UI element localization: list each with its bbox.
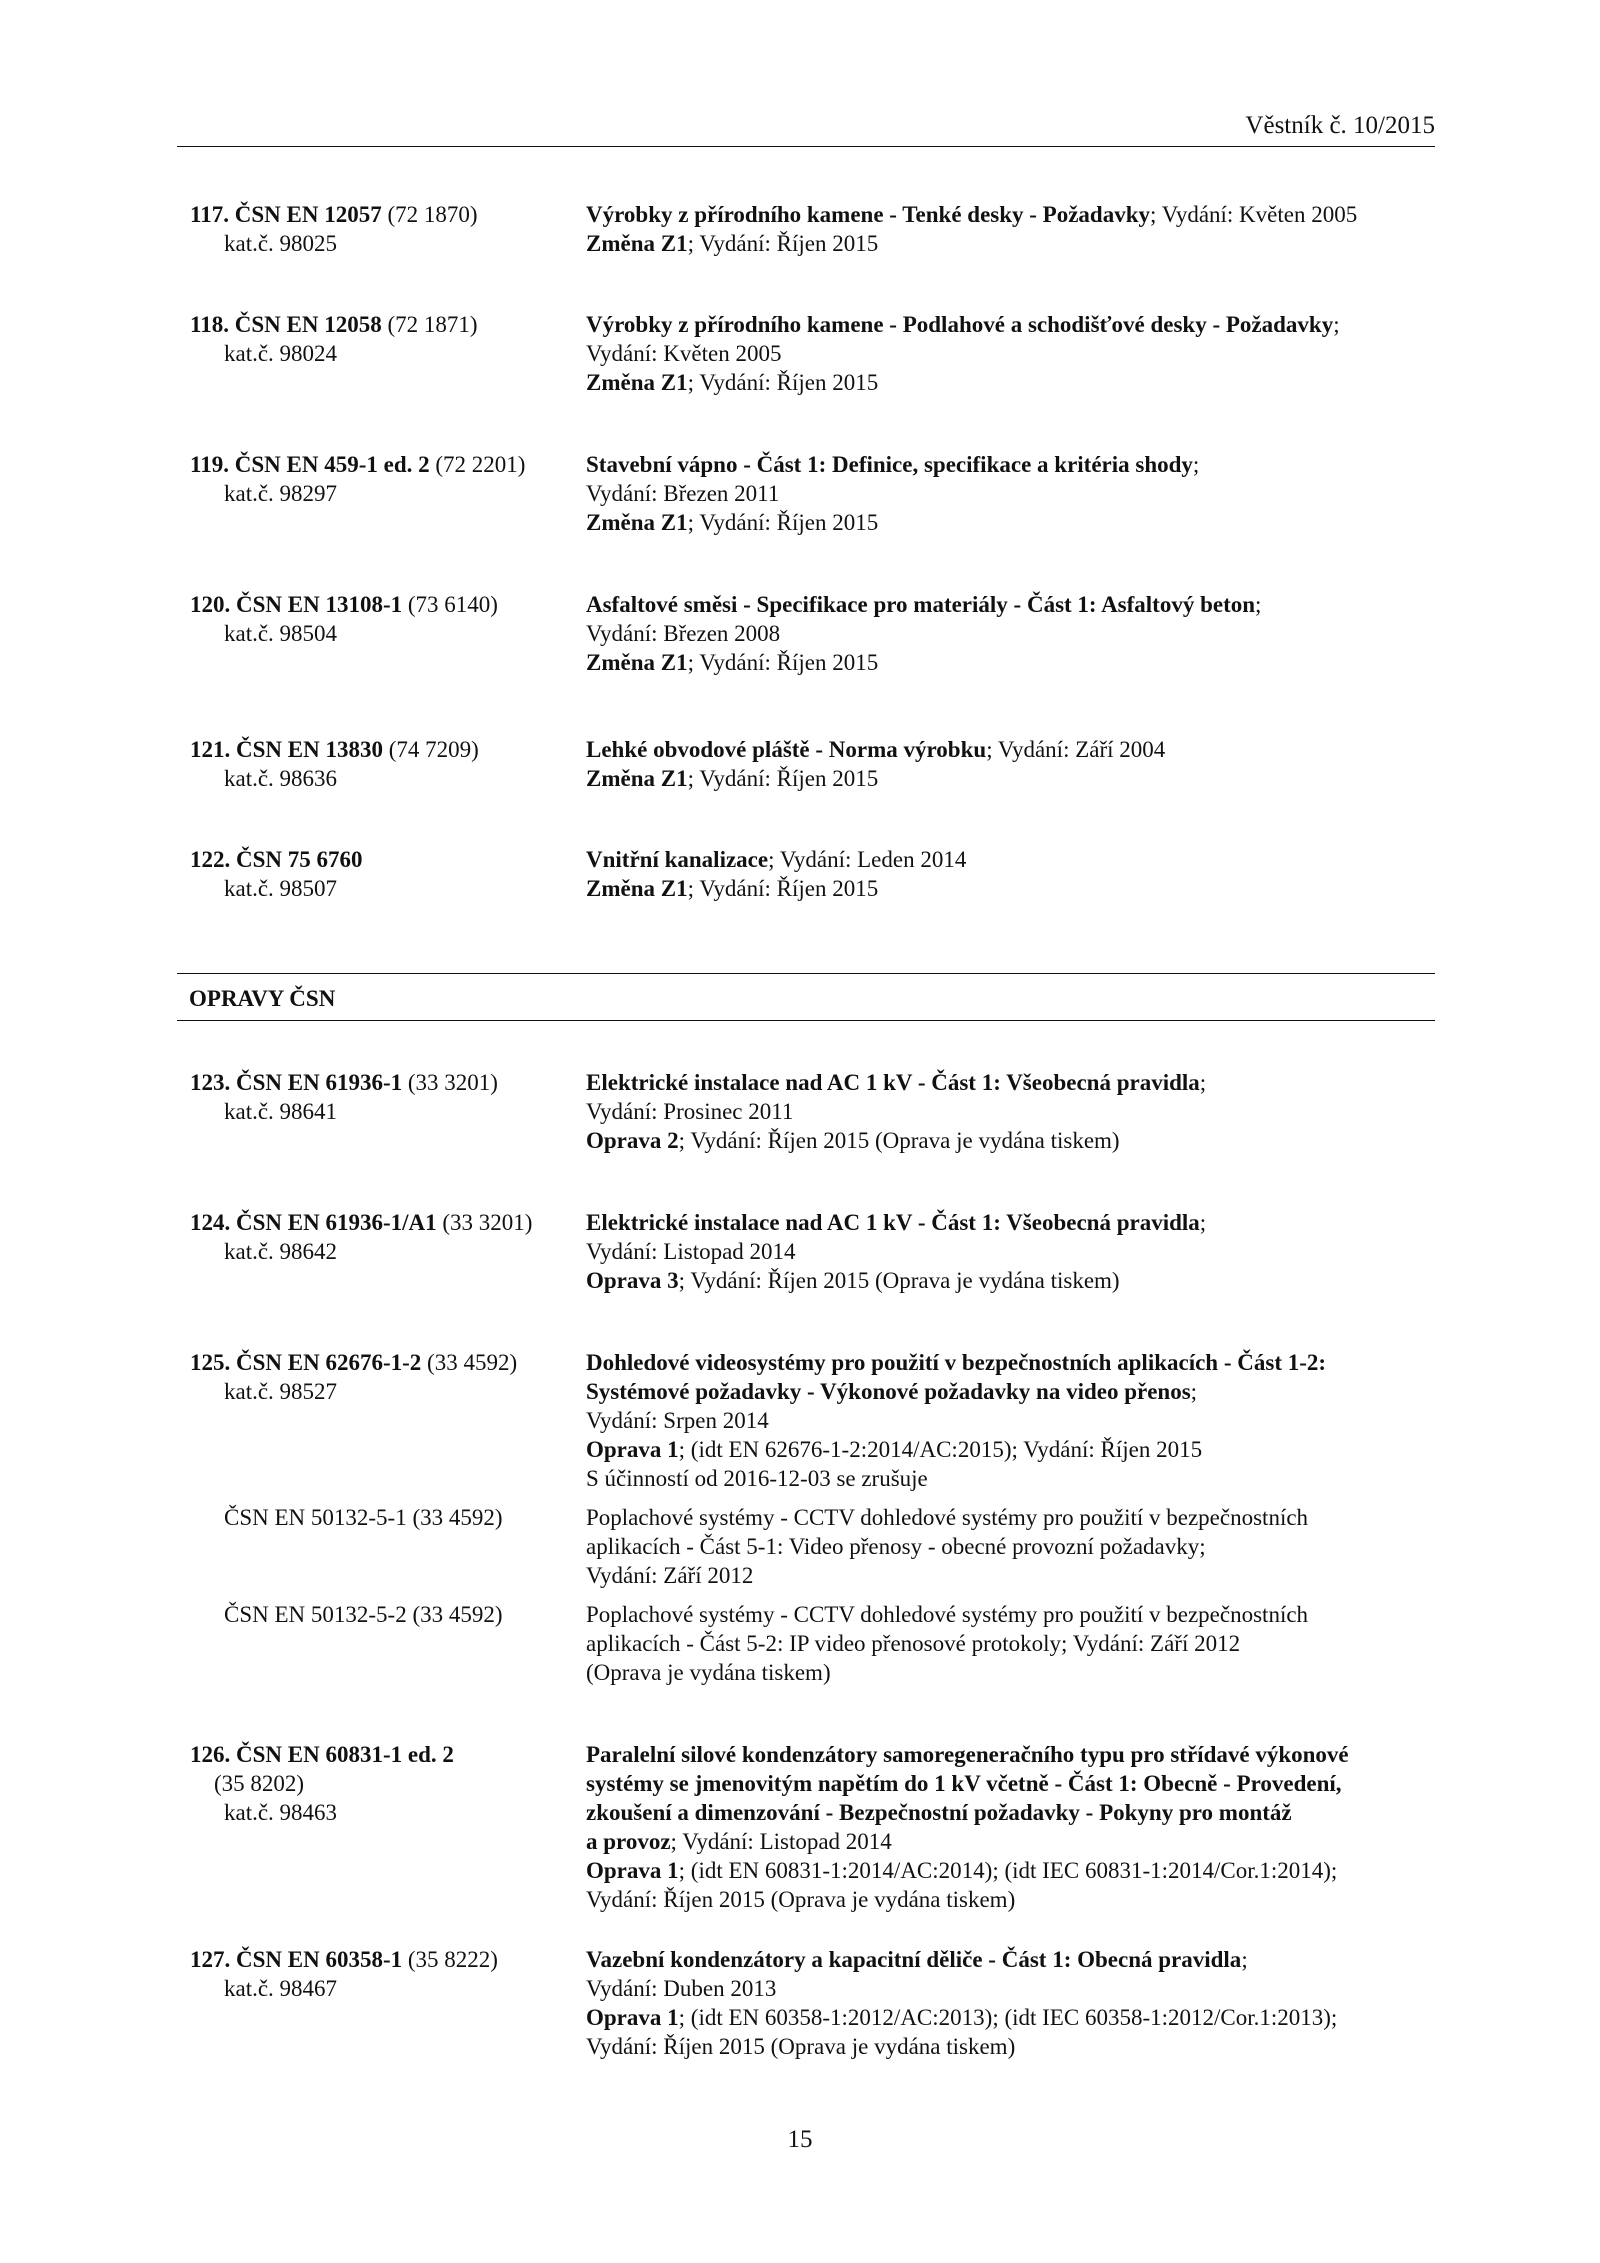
standard-code: ČSN EN 60831-1 ed. 2 [236, 1742, 454, 1767]
standard-code: ČSN EN 12058 [234, 312, 382, 337]
description-line [586, 508, 1446, 537]
standard-description [586, 735, 1446, 793]
description-bold: a provoz [586, 1829, 671, 1854]
description-text: ; Vydání: Říjen 2015 [687, 510, 879, 535]
description-line [586, 450, 1446, 479]
description-bold: Lehké obvodové pláště - Norma výrobku [586, 737, 987, 762]
description-text: Vydání: Duben 2013 [586, 1976, 777, 2001]
catalog-line [190, 874, 570, 903]
description-text: Vydání: Březen 2011 [586, 481, 780, 506]
description-line [586, 1237, 1446, 1266]
description-line [586, 2032, 1446, 2061]
description-text: ; [1190, 1379, 1198, 1404]
description-text: Vydání: Říjen 2015 (Oprava je vydána tiskem) [586, 2034, 1016, 2059]
catalog-number: kat.č. 98467 [224, 1976, 338, 2001]
class-number: (33 3201) [407, 1070, 498, 1095]
standard-code: ČSN EN 62676-1-2 [236, 1350, 422, 1375]
description-text: aplikacích - Část 5-2: IP video přenosové protokoly; Vydání: Září 2012 [586, 1631, 1241, 1656]
description-line [586, 1532, 1446, 1561]
standard-code-line [190, 735, 570, 764]
standard-identifier [190, 450, 570, 508]
standard-identifier [190, 1945, 570, 2003]
description-bold: Změna Z1 [586, 650, 688, 675]
standard-identifier [190, 310, 570, 368]
description-line [586, 619, 1446, 648]
description-bold: zkoušení a dimenzování - Bezpečnostní požadavky - Pokyny pro montáž [586, 1800, 1292, 1825]
description-line [586, 764, 1446, 793]
description-text: ; [1199, 1070, 1207, 1095]
description-line [586, 1208, 1446, 1237]
description-line [586, 1827, 1446, 1856]
class-number: (72 2201) [435, 452, 526, 477]
description-text: S účinností od 2016-12-03 se zrušuje [586, 1466, 928, 1491]
standard-description [586, 1208, 1446, 1295]
description-line [586, 1377, 1446, 1406]
catalog-line [190, 229, 570, 258]
description-line [586, 735, 1446, 764]
standard-code-line [190, 200, 570, 229]
description-bold: Systémové požadavky - Výkonové požadavky na video přenos [586, 1379, 1191, 1404]
catalog-number: kat.č. 98024 [224, 341, 338, 366]
standard-code-line [190, 310, 570, 339]
description-text: ; Vydání: Listopad 2014 [670, 1829, 892, 1854]
description-bold: Výrobky z přírodního kamene - Podlahové a schodišťové desky - Požadavky [586, 312, 1334, 337]
description-text: ; [1192, 452, 1200, 477]
standard-code-line [190, 1740, 570, 1769]
standard-description [586, 1740, 1446, 1914]
description-bold: Oprava 2 [586, 1128, 679, 1153]
description-line [586, 1406, 1446, 1435]
description-line [586, 339, 1446, 368]
description-bold: Změna Z1 [586, 876, 688, 901]
description-text: ; [1333, 312, 1340, 337]
entry-number: 119. [190, 452, 229, 477]
class-number: (72 1871) [387, 312, 478, 337]
description-bold: Oprava 1 [586, 1858, 679, 1883]
catalog-line [190, 479, 570, 508]
standard-identifier [190, 1503, 570, 1532]
description-text: Vydání: Říjen 2015 (Oprava je vydána tiskem) [586, 1887, 1016, 1912]
description-text: Vydání: Listopad 2014 [586, 1239, 796, 1264]
description-text: ; Vydání: Říjen 2015 [687, 231, 879, 256]
entry-number: 122. [190, 847, 231, 872]
description-bold: Změna Z1 [586, 510, 688, 535]
description-line [586, 1740, 1446, 1769]
description-line [586, 229, 1446, 258]
description-text: ; (idt EN 60358-1:2012/AC:2013); (idt IEC 60358-1:2012/Cor.1:2013); [678, 2005, 1338, 2030]
standard-code: ČSN EN 61936-1/A1 [236, 1210, 437, 1235]
description-line [586, 1464, 1446, 1493]
description-bold: Asfaltové směsi - Specifikace pro materiály - Část 1: Asfaltový beton [586, 592, 1256, 617]
description-line [586, 1974, 1446, 2003]
description-text: aplikacích - Část 5-1: Video přenosy - obecné provozní požadavky; [586, 1534, 1206, 1559]
description-text: (Oprava je vydána tiskem) [586, 1660, 831, 1685]
description-line [586, 648, 1446, 677]
standard-code: ČSN EN 60358-1 [236, 1947, 403, 1972]
catalog-number: kat.č. 98641 [224, 1099, 338, 1124]
standard-identifier [190, 1740, 570, 1827]
description-text: ; (idt EN 62676-1-2:2014/AC:2015); Vydání: Říjen 2015 [678, 1437, 1203, 1462]
entry-number: 117. [190, 202, 229, 227]
catalog-line [190, 339, 570, 368]
class-number: (35 8202) [214, 1771, 305, 1796]
catalog-number: kat.č. 98507 [224, 876, 338, 901]
description-text: Vydání: Květen 2005 [586, 341, 782, 366]
description-bold: systémy se jmenovitým napětím do 1 kV včetně - Část 1: Obecně - Provedení, [586, 1771, 1342, 1796]
standard-description [586, 1600, 1446, 1687]
catalog-line [190, 1974, 570, 2003]
standard-code-line [190, 590, 570, 619]
description-text: ; Vydání: Leden 2014 [768, 847, 967, 872]
standard-description [586, 310, 1446, 397]
entry-number: 127. [190, 1947, 231, 1972]
entry-number: 123. [190, 1070, 231, 1095]
entry-number: 120. [190, 592, 231, 617]
description-line [586, 1435, 1446, 1464]
description-bold: Paralelní silové kondenzátory samoregeneračního typu pro střídavé výkonové [586, 1742, 1349, 1767]
class-number: (74 7209) [388, 737, 479, 762]
standard-identifier [190, 200, 570, 258]
description-line [586, 200, 1446, 229]
description-bold: Dohledové videosystémy pro použití v bezpečnostních aplikacích - Část 1-2: [586, 1350, 1327, 1375]
entry-number: 118. [190, 312, 229, 337]
description-text: ; Vydání: Říjen 2015 (Oprava je vydána tiskem) [678, 1128, 1120, 1153]
description-text: ; [1241, 1947, 1248, 1972]
description-line [586, 1097, 1446, 1126]
description-bold: Vnitřní kanalizace [586, 847, 769, 872]
standard-description [586, 1945, 1446, 2061]
description-text: Vydání: Srpen 2014 [586, 1408, 769, 1433]
description-bold: Elektrické instalace nad AC 1 kV - Část 1: Všeobecná pravidla [586, 1210, 1200, 1235]
description-text: ; Vydání: Květen 2005 [1150, 202, 1358, 227]
standard-code-line [190, 1503, 570, 1532]
standard-code: ČSN EN 13108-1 [236, 592, 403, 617]
standard-identifier [190, 1600, 570, 1629]
standard-description [586, 1348, 1446, 1493]
description-line [586, 1885, 1446, 1914]
catalog-line [190, 764, 570, 793]
description-line [586, 1798, 1446, 1827]
description-text: Vydání: Březen 2008 [586, 621, 781, 646]
description-bold: Oprava 1 [586, 1437, 679, 1462]
catalog-line [190, 1798, 570, 1827]
class-number: (33 3201) [442, 1210, 533, 1235]
entry-number: 124. [190, 1210, 231, 1235]
description-text: Poplachové systémy - CCTV dohledové systémy pro použití v bezpečnostních [586, 1505, 1309, 1530]
description-line [586, 368, 1446, 397]
description-text: Vydání: Prosinec 2011 [586, 1099, 794, 1124]
description-line [586, 1348, 1446, 1377]
description-text: ; Vydání: Září 2004 [986, 737, 1166, 762]
entry-number: 126. [190, 1742, 231, 1767]
description-line [586, 590, 1446, 619]
description-text: ; [1199, 1210, 1207, 1235]
description-text: ; Vydání: Říjen 2015 [687, 650, 879, 675]
description-text: Vydání: Září 2012 [586, 1563, 754, 1588]
page-number: 15 [787, 2126, 813, 2153]
catalog-number: kat.č. 98504 [224, 621, 338, 646]
standard-code: ČSN EN 12057 [234, 202, 382, 227]
description-bold: Stavební vápno - Část 1: Definice, specifikace a kritéria shody [586, 452, 1193, 477]
description-bold: Vazební kondenzátory a kapacitní děliče - Část 1: Obecná pravidla [586, 1947, 1242, 1972]
class-number-line [190, 1769, 570, 1798]
standard-code-line [190, 845, 570, 874]
catalog-number: kat.č. 98636 [224, 766, 338, 791]
standard-code-plain: ČSN EN 50132-5-1 (33 4592) [224, 1505, 503, 1530]
description-line [586, 1503, 1446, 1532]
description-bold: Oprava 1 [586, 2005, 679, 2030]
standard-code-line [190, 1348, 570, 1377]
description-line [586, 1561, 1446, 1590]
standard-code: ČSN EN 61936-1 [236, 1070, 403, 1095]
description-line [586, 479, 1446, 508]
catalog-number: kat.č. 98642 [224, 1239, 338, 1264]
description-text: ; Vydání: Říjen 2015 [687, 766, 879, 791]
standard-code: ČSN 75 6760 [236, 847, 363, 872]
description-line [586, 310, 1446, 339]
description-bold: Změna Z1 [586, 370, 688, 395]
description-bold: Elektrické instalace nad AC 1 kV - Část 1: Všeobecná pravidla [586, 1070, 1200, 1095]
description-line [586, 874, 1446, 903]
standard-identifier [190, 1348, 570, 1406]
standard-identifier [190, 590, 570, 648]
description-bold: Změna Z1 [586, 231, 688, 256]
standard-code-line [190, 450, 570, 479]
description-line [586, 1945, 1446, 1974]
description-line [586, 1629, 1446, 1658]
class-number: (35 8222) [407, 1947, 498, 1972]
class-number: (73 6140) [407, 592, 498, 617]
description-line [586, 1600, 1446, 1629]
standard-description [586, 450, 1446, 537]
standard-description [586, 200, 1446, 258]
section-header [177, 973, 1435, 1021]
description-text: ; Vydání: Říjen 2015 [687, 370, 879, 395]
standard-description [586, 845, 1446, 903]
running-header [177, 112, 1435, 147]
standard-code: ČSN EN 13830 [236, 737, 383, 762]
description-line [586, 1658, 1446, 1687]
description-text: ; Vydání: Říjen 2015 (Oprava je vydána tiskem) [678, 1268, 1120, 1293]
description-line [586, 1769, 1446, 1798]
description-line [586, 2003, 1446, 2032]
standard-code-line [190, 1945, 570, 1974]
standard-identifier [190, 735, 570, 793]
class-number: (33 4592) [427, 1350, 518, 1375]
description-bold: Výrobky z přírodního kamene - Tenké desky - Požadavky [586, 202, 1151, 227]
description-line [586, 845, 1446, 874]
standard-identifier [190, 1208, 570, 1266]
description-line [586, 1126, 1446, 1155]
journal-title: Věstník č. 10/2015 [1245, 112, 1435, 139]
catalog-line [190, 1237, 570, 1266]
section-title: OPRAVY ČSN [189, 986, 336, 1011]
standard-description [586, 590, 1446, 677]
standard-code: ČSN EN 459-1 ed. 2 [234, 452, 430, 477]
standard-description [586, 1503, 1446, 1590]
entry-number: 125. [190, 1350, 231, 1375]
catalog-number: kat.č. 98297 [224, 481, 338, 506]
description-text: Poplachové systémy - CCTV dohledové systémy pro použití v bezpečnostních [586, 1602, 1309, 1627]
standard-identifier [190, 845, 570, 903]
description-line [586, 1068, 1446, 1097]
description-bold: Oprava 3 [586, 1268, 679, 1293]
catalog-number: kat.č. 98463 [224, 1800, 338, 1825]
catalog-number: kat.č. 98527 [224, 1379, 338, 1404]
standard-code-line [190, 1600, 570, 1629]
description-bold: Změna Z1 [586, 766, 688, 791]
standard-code-plain: ČSN EN 50132-5-2 (33 4592) [224, 1602, 503, 1627]
standard-description [586, 1068, 1446, 1155]
standard-code-line [190, 1208, 570, 1237]
description-text: ; Vydání: Říjen 2015 [687, 876, 879, 901]
catalog-line [190, 1097, 570, 1126]
class-number: (72 1870) [387, 202, 478, 227]
catalog-number: kat.č. 98025 [224, 231, 338, 256]
description-line [586, 1856, 1446, 1885]
entry-number: 121. [190, 737, 231, 762]
standard-identifier [190, 1068, 570, 1126]
description-line [586, 1266, 1446, 1295]
description-text: ; (idt EN 60831-1:2014/AC:2014); (idt IEC 60831-1:2014/Cor.1:2014); [678, 1858, 1338, 1883]
catalog-line [190, 1377, 570, 1406]
description-text: ; [1255, 592, 1262, 617]
catalog-line [190, 619, 570, 648]
standard-code-line [190, 1068, 570, 1097]
